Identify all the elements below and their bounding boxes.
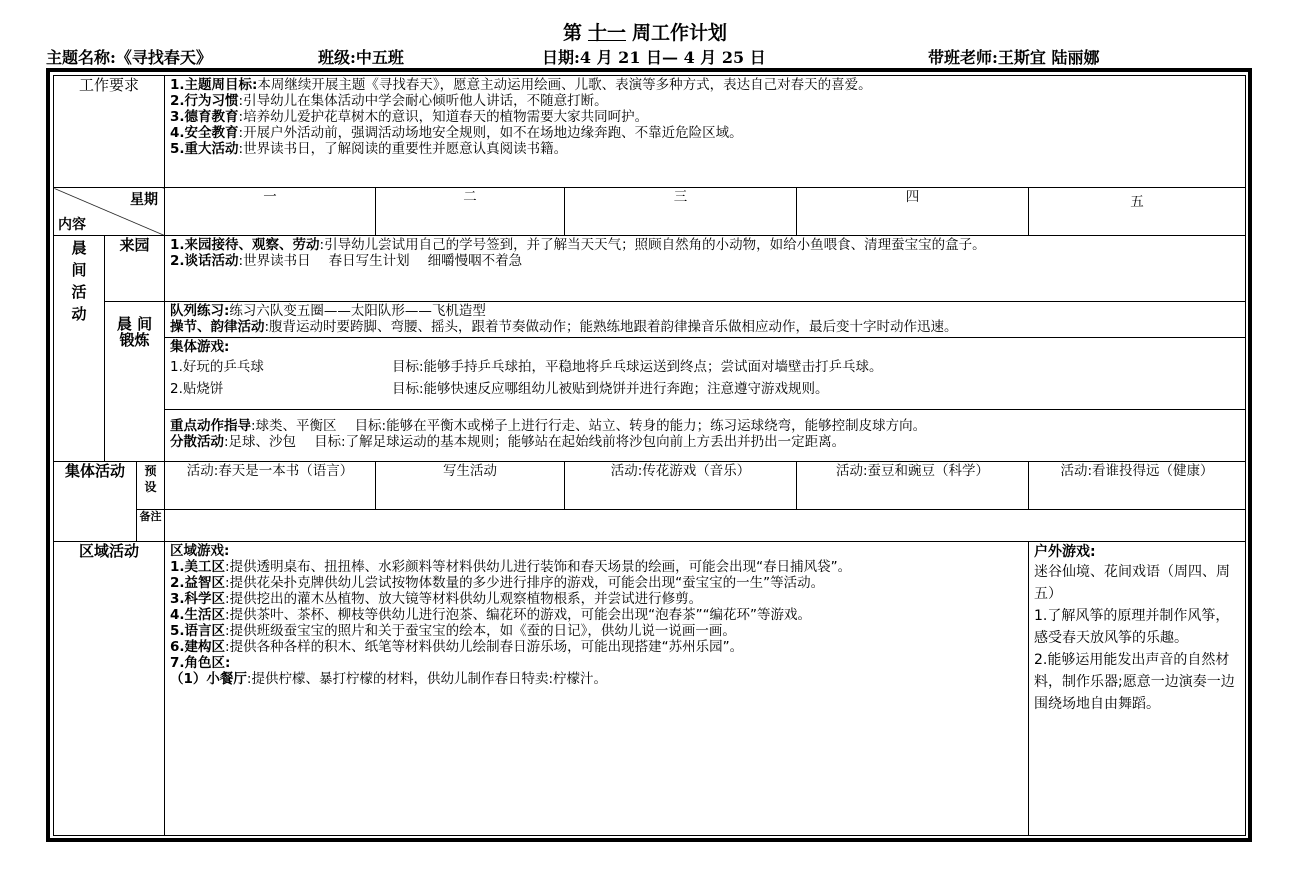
weekday-4: 四 (797, 188, 1029, 236)
morning-label: 晨间活动 (54, 236, 105, 462)
info-bar (0, 45, 1290, 69)
activity-fri: 活动:看谁投得远（健康） (1029, 462, 1246, 510)
area-row (54, 542, 1246, 836)
arrival-content: 1.来园接待、观察、劳动:引导幼儿尝试用自己的学号签到，并了解当天天气；照顾自然角的小动物，如给小鱼喂食、清理蚕宝宝的盒子。 2.谈话活动:世界读书日 春日写生计划 细嚼慢咽不着急 (165, 236, 1246, 302)
activity-mon: 活动:春天是一本书（语言） (165, 462, 376, 510)
group-preset-row (54, 462, 1246, 510)
req-item: 5.重大活动:世界读书日，了解阅读的重要性并愿意认真阅读书籍。 (170, 141, 568, 157)
requirements-content (165, 76, 1246, 188)
week-number: 十一 (587, 22, 626, 44)
arrival-row (54, 236, 1246, 302)
plan-table (53, 75, 1246, 836)
theme-name: 主题名称:《寻找春天》 (46, 48, 212, 67)
weekday-2: 二 (376, 188, 565, 236)
exercise-row-1 (54, 302, 1246, 338)
exercise-label: 晨 间 锻炼 (105, 302, 165, 462)
area-label: 区域活动 (54, 542, 165, 836)
key-action-content: 重点动作指导:球类、平衡区 目标:能够在平衡木或梯子上进行行走、站立、转身的能力；练习运球绕弯，能够控制皮球方向。 分散活动:足球、沙包 目标:了解足球运动的基本规则；能够站在起始线前将沙包向前上方丢出并扔出一定距离。 (165, 410, 1246, 462)
area-games-content: 区域游戏: 1.美工区:提供透明桌布、扭扭棒、水彩颜料等材料供幼儿进行装饰和春天场景的绘画，可能会出现“春日捕风袋”。 2.益智区:提供花朵扑克牌供幼儿尝试按物体数量的多少进行排序的游戏，可能会出现“蚕宝宝的一生”等活动。 3.科学区:提供挖出的灌木丛植物、放大镜等材料供幼儿观察植物根系，并尝试进行修剪。 4.生活区:提供茶叶、茶杯、柳枝等供幼儿进行泡茶、编花环的游戏，可能会出现“泡春茶”“编花环”等游戏。 5.语言区:提供班级蚕宝宝的照片和关于蚕宝宝的绘本，如《蚕的日记》，供幼儿说一说画一画。 6.建构区:提供各种各样的积木、纸笔等材料供幼儿绘制春日游乐场，可能出现搭建“苏州乐园”。 7.角色区: （1）小餐厅:提供柠檬、暴打柠檬的材料，供幼儿制作春日特卖:柠檬汁。 (165, 542, 1029, 836)
teachers: 带班老师:王斯宜 陆丽娜 (928, 48, 1100, 67)
group-label: 集体活动 (54, 462, 137, 542)
queue-rhythm-content: 队列练习:练习六队变五圈——太阳队形——飞机造型 操节、韵律活动:腹背运动时要跨脚、弯腰、摇头，跟着节奏做动作；能熟练地跟着韵律操音乐做相应动作，最后变十字时动作迅速。 (165, 302, 1246, 338)
arrival-label: 来园 (105, 236, 165, 302)
preset-label: 预设 (137, 462, 165, 510)
date-range: 日期:4 月 21 日— 4 月 25 日 (542, 48, 766, 67)
activity-tue: 写生活动 (376, 462, 565, 510)
activity-wed: 活动:传花游戏（音乐） (565, 462, 797, 510)
weekday-5: 五 (1029, 188, 1246, 236)
weekday-3: 三 (565, 188, 797, 236)
req-item: 3.德育教育:培养幼儿爱护花草树木的意识，知道春天的植物需要大家共同呵护。 (170, 109, 649, 125)
group-note-row (54, 510, 1246, 542)
weekday-diagonal-header: 星期 内容 (54, 188, 165, 236)
requirements-row (54, 76, 1246, 188)
group-games-content: 集体游戏: 1.好玩的乒乓球 目标:能够手持乒乓球拍，平稳地将乒乓球运送到终点；尝试面对墙壁击打乒乓球。 2.贴烧饼 目标:能够快速反应哪组幼儿被贴到烧饼并进行奔跑；注意遵守游戏规则。 (165, 338, 1246, 410)
plan-table-frame (46, 68, 1252, 842)
weekday-1: 一 (165, 188, 376, 236)
weekday-header-row (54, 188, 1246, 236)
exercise-row-3 (54, 410, 1246, 462)
req-item: 4.安全教育:开展户外活动前，强调活动场地安全规则，如不在场地边缘奔跑、不靠近危险区域。 (170, 125, 743, 141)
note-label: 备注 (137, 510, 165, 542)
exercise-row-2 (54, 338, 1246, 410)
outdoor-games-content: 户外游戏: 迷谷仙境、花间戏语（周四、周五） 1.了解风筝的原理并制作风筝，感受春天放风筝的乐趣。 2.能够运用能发出声音的自然材料，制作乐器;愿意一边演奏一边围绕场地自由舞蹈。 (1029, 542, 1246, 836)
requirements-label: 工作要求 (54, 76, 165, 188)
page-title: 第 十一 周工作计划 (562, 22, 728, 44)
class-name: 班级:中五班 (318, 48, 404, 67)
req-item: 2.行为习惯:引导幼儿在集体活动中学会耐心倾听他人讲话，不随意打断。 (170, 93, 608, 109)
req-item: 1.主题周目标:本周继续开展主题《寻找春天》，愿意主动运用绘画、儿歌、表演等多种方式，表达自己对春天的喜爱。 (170, 77, 872, 93)
activity-thu: 活动:蚕豆和豌豆（科学） (797, 462, 1029, 510)
note-content (165, 510, 1246, 542)
